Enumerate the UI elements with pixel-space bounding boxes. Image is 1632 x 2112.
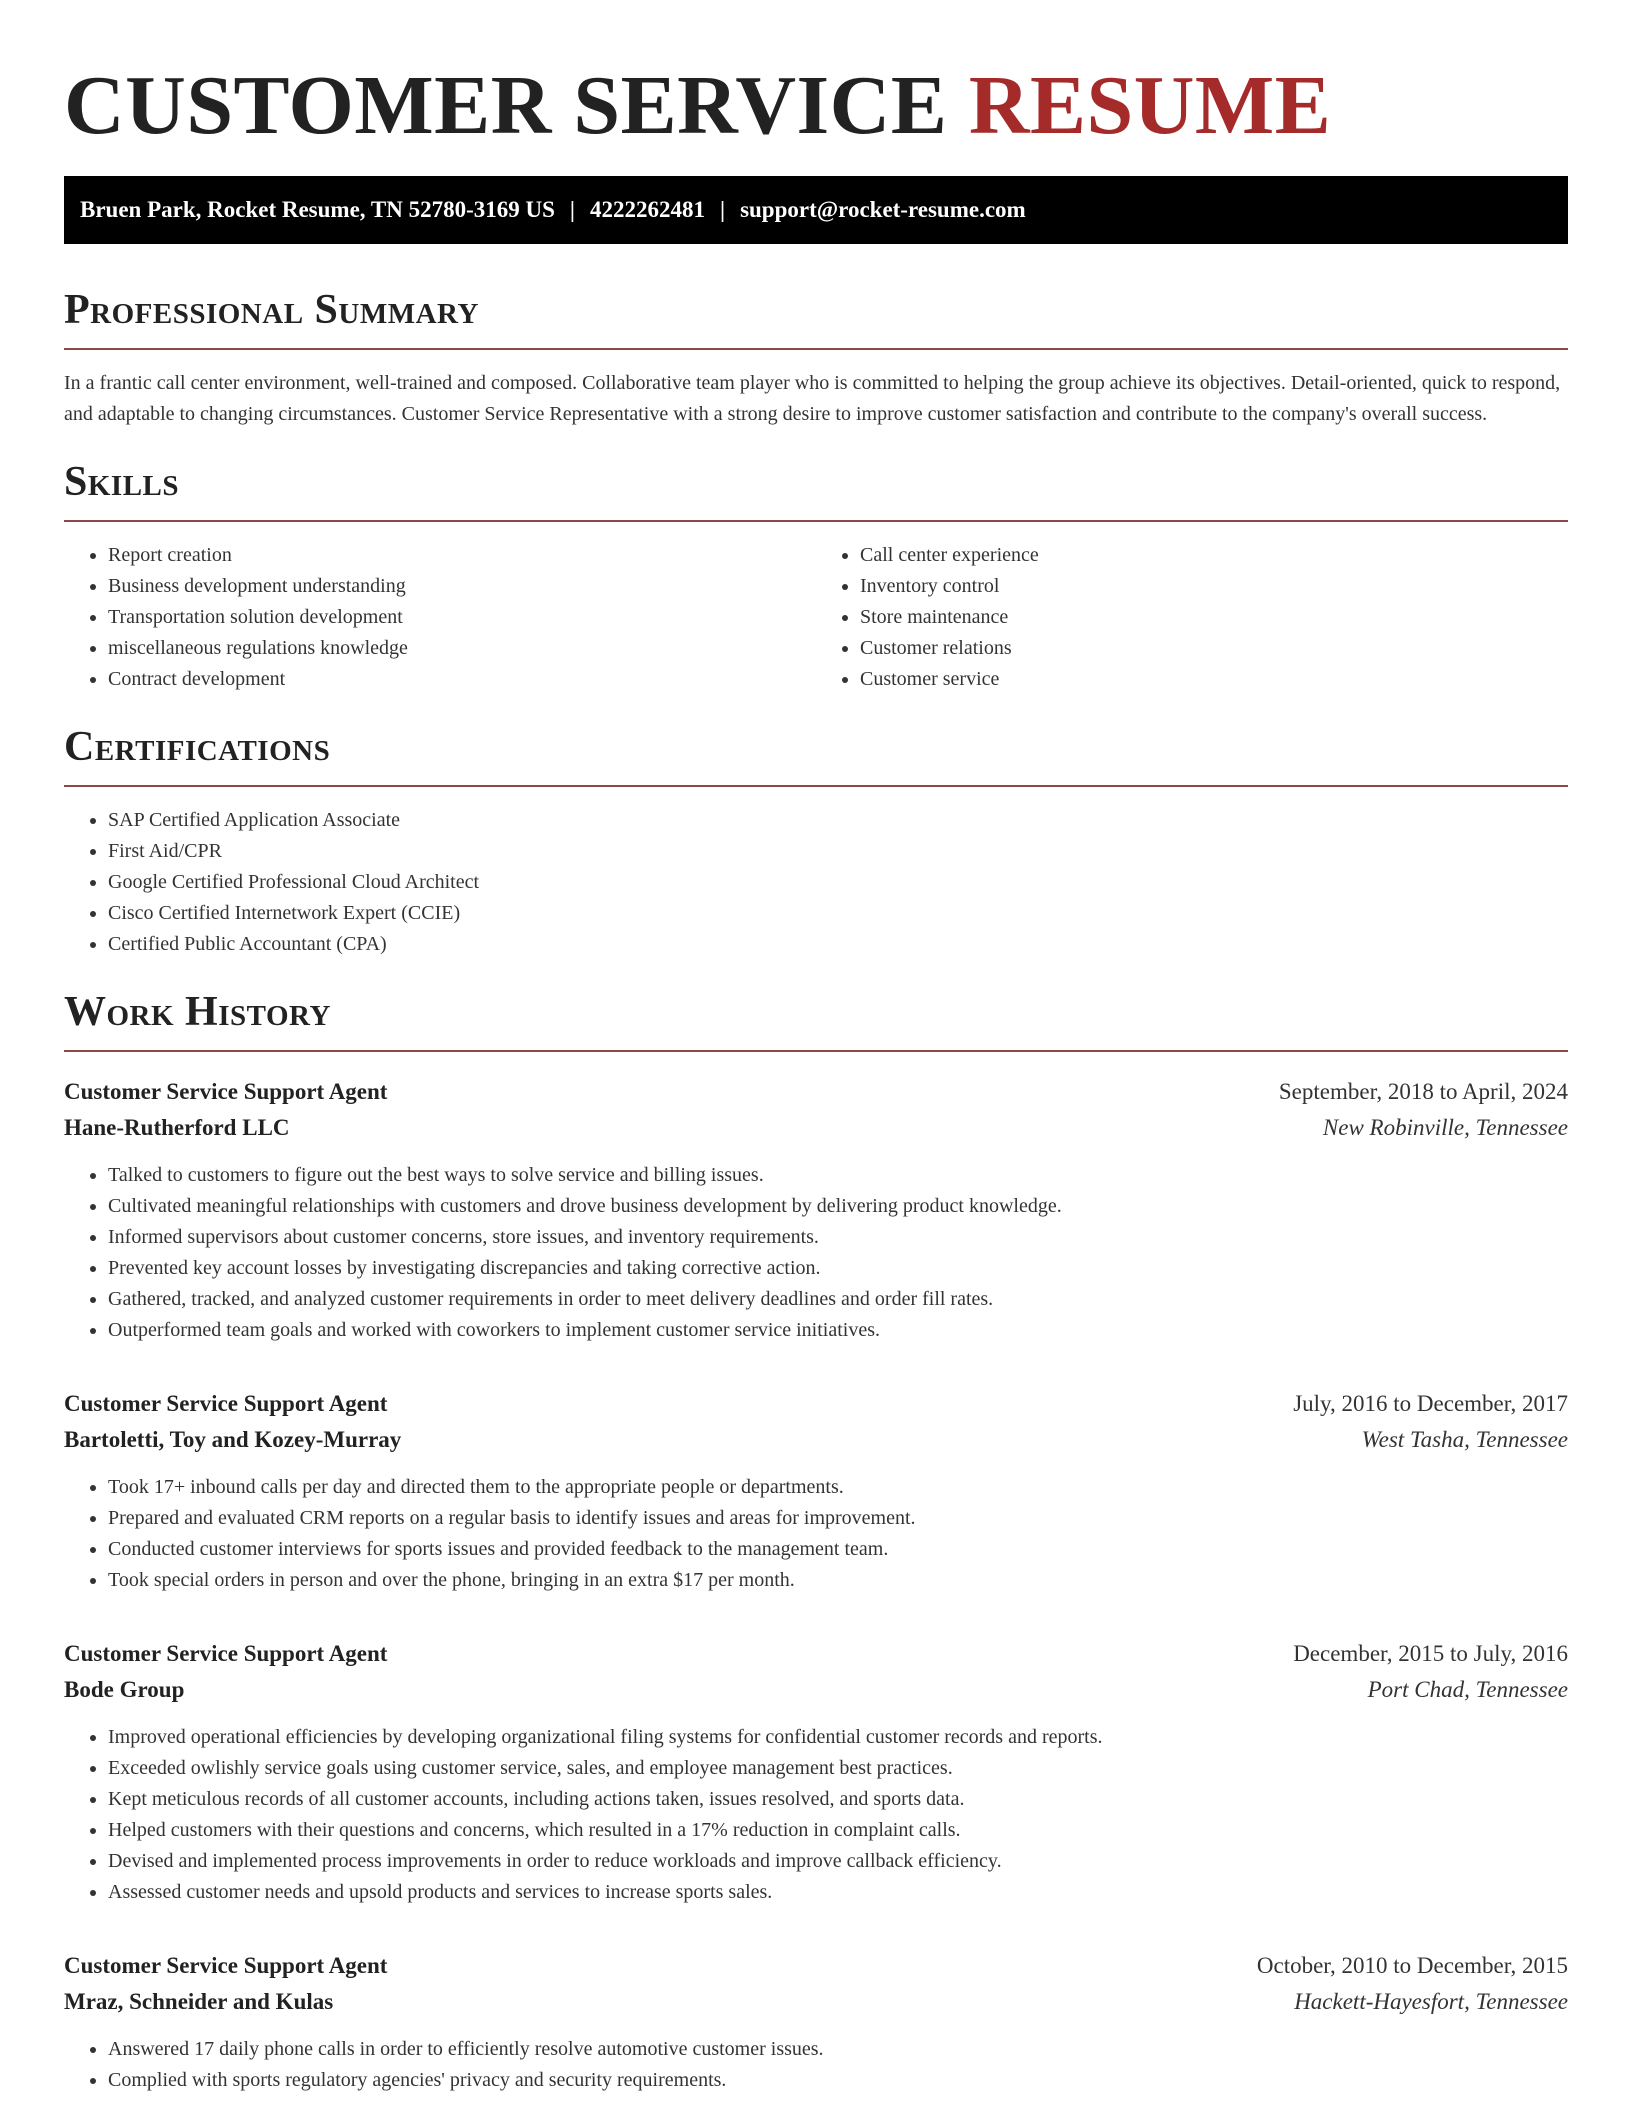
job-bullets (64, 1472, 1568, 1596)
skill-item: • Transportation solution development (108, 602, 816, 633)
job-bullet: • Devised and implemented process improvements in order to reduce workloads and improve callback efficiency. (108, 1846, 1568, 1877)
job-bullet: • Prevented key account losses by investigating discrepancies and taking corrective action. (108, 1253, 1568, 1284)
summary-text: In a frantic call center environment, well-trained and composed. Collaborative team player who is committed to helping the group achieve its objectives. Detail-oriented, quick to respond, and adaptable to changing circumstances. Customer Service Representative with a strong desire to improve customer satisfaction and contribute to the company's overall success. (64, 372, 1561, 425)
job-title: Customer Service Support Agent (64, 1641, 388, 1666)
certification-item: • SAP Certified Application Associate (108, 805, 1568, 836)
job-bullet: • Assessed customer needs and upsold products and services to increase sports sales. (108, 1877, 1568, 1908)
certification-item: • Cisco Certified Internetwork Expert (CCIE) (108, 898, 1568, 929)
job-bullet: • Talked to customers to figure out the best ways to solve service and billing issues. (108, 1160, 1568, 1191)
certification-item: • First Aid/CPR (108, 836, 1568, 867)
skill-item: • Customer service (860, 664, 1568, 695)
job-header-row (64, 1636, 1568, 1672)
job-bullets (64, 2034, 1568, 2096)
contact-address: Bruen Park, Rocket Resume, TN 52780-3169 US (80, 197, 555, 222)
certification-item: • Google Certified Professional Cloud Architect (108, 867, 1568, 898)
skill-item: • miscellaneous regulations knowledge (108, 633, 816, 664)
summary-heading: Professional Summary (64, 286, 1568, 350)
skill-item: • Business development understanding (108, 571, 816, 602)
title-main: CUSTOMER SERVICE (64, 59, 948, 152)
job-bullet: • Cultivated meaningful relationships with customers and drove business development by delivering product knowledge. (108, 1191, 1568, 1222)
job-bullet: • Complied with sports regulatory agencies' privacy and security requirements. (108, 2065, 1568, 2096)
skill-item: • Store maintenance (860, 602, 1568, 633)
certifications-list (64, 805, 1568, 960)
contact-email[interactable]: support@rocket-resume.com (740, 197, 1026, 222)
job-title: Customer Service Support Agent (64, 1953, 388, 1978)
certification-item: • Certified Public Accountant (CPA) (108, 929, 1568, 960)
job-dates: July, 2016 to December, 2017 (1293, 1391, 1568, 1416)
job-bullet: • Conducted customer interviews for sports issues and provided feedback to the management team. (108, 1534, 1568, 1565)
job-title: Customer Service Support Agent (64, 1391, 388, 1416)
job-bullet: • Exceeded owlishly service goals using customer service, sales, and employee management best practices. (108, 1753, 1568, 1784)
job-header-row (64, 1074, 1568, 1110)
work-history-heading: Work History (64, 988, 1568, 1052)
skill-item: • Call center experience (860, 540, 1568, 571)
skill-item: • Inventory control (860, 571, 1568, 602)
skills-heading: Skills (64, 458, 1568, 522)
job-location: Hackett-Hayesfort, Tennessee (1294, 1989, 1568, 2014)
job-subheader-row (64, 1672, 1568, 1708)
work-history-section (64, 988, 1568, 2096)
job-header-row (64, 1948, 1568, 1984)
job-bullet: • Prepared and evaluated CRM reports on a regular basis to identify issues and areas for improvement. (108, 1503, 1568, 1534)
skills-list-left (64, 540, 816, 695)
job-bullet: • Answered 17 daily phone calls in order to efficiently resolve automotive customer issues. (108, 2034, 1568, 2065)
job-bullets (64, 1160, 1568, 1346)
skill-item: • Contract development (108, 664, 816, 695)
job-bullet: • Took 17+ inbound calls per day and directed them to the appropriate people or departments. (108, 1472, 1568, 1503)
skills-list-right (816, 540, 1568, 695)
job-entry (64, 1636, 1568, 1908)
job-bullet: • Gathered, tracked, and analyzed customer requirements in order to meet delivery deadlines and order fill rates. (108, 1284, 1568, 1315)
job-subheader-row (64, 1984, 1568, 2020)
skills-columns (64, 522, 1568, 695)
job-location: West Tasha, Tennessee (1361, 1427, 1568, 1452)
job-entry (64, 1386, 1568, 1596)
job-entry (64, 1074, 1568, 1346)
job-company: Bartoletti, Toy and Kozey-Murray (64, 1427, 402, 1452)
job-bullet: • Informed supervisors about customer concerns, store issues, and inventory requirements. (108, 1222, 1568, 1253)
summary-section (64, 286, 1568, 430)
contact-phone[interactable]: 4222262481 (589, 197, 705, 222)
certifications-section (64, 723, 1568, 960)
resume-title (64, 0, 1568, 156)
job-subheader-row (64, 1110, 1568, 1146)
skills-section (64, 458, 1568, 695)
job-dates: September, 2018 to April, 2024 (1278, 1079, 1568, 1104)
job-location: Port Chad, Tennessee (1367, 1677, 1568, 1702)
job-title: Customer Service Support Agent (64, 1079, 388, 1104)
skill-item: • Customer relations (860, 633, 1568, 664)
job-bullet: • Improved operational efficiencies by developing organizational filing systems for confidential customer records and reports. (108, 1722, 1568, 1753)
job-company: Hane-Rutherford LLC (64, 1115, 290, 1140)
job-header-row (64, 1386, 1568, 1422)
job-dates: October, 2010 to December, 2015 (1256, 1953, 1568, 1978)
certifications-heading: Certifications (64, 723, 1568, 787)
job-company: Bode Group (64, 1677, 185, 1702)
skill-item: • Report creation (108, 540, 816, 571)
job-company: Mraz, Schneider and Kulas (64, 1989, 334, 2014)
job-bullet: • Kept meticulous records of all customer accounts, including actions taken, issues resolved, and sports data. (108, 1784, 1568, 1815)
job-dates: December, 2015 to July, 2016 (1293, 1641, 1568, 1666)
job-bullet: • Outperformed team goals and worked with coworkers to implement customer service initiatives. (108, 1315, 1568, 1346)
job-location: New Robinville, Tennessee (1322, 1115, 1568, 1140)
contact-separator: | (569, 197, 575, 222)
job-bullet: • Helped customers with their questions and concerns, which resulted in a 17% reduction in complaint calls. (108, 1815, 1568, 1846)
contact-bar (64, 176, 1568, 244)
job-entry (64, 1948, 1568, 2096)
title-accent: RESUME (968, 59, 1332, 152)
job-bullet: • Took special orders in person and over the phone, bringing in an extra $17 per month. (108, 1565, 1568, 1596)
job-bullets (64, 1722, 1568, 1908)
job-subheader-row (64, 1422, 1568, 1458)
contact-separator: | (719, 197, 726, 222)
